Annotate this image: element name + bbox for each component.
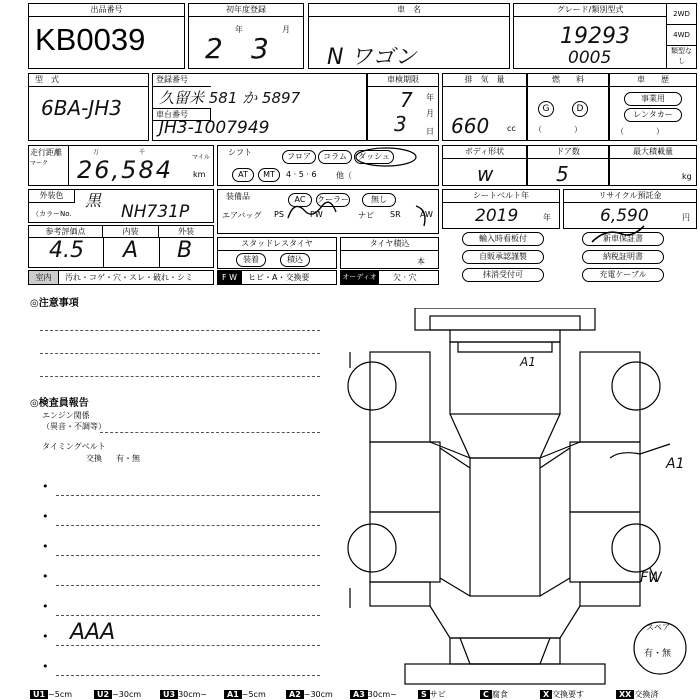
studless-loaded[interactable]: 積込: [280, 253, 310, 267]
inspection-day-unit: 日: [426, 127, 434, 136]
front-bumper: [415, 308, 595, 330]
door-label: ドア数: [528, 146, 608, 159]
equipment-label: 装備品: [226, 192, 250, 201]
drive-column: [666, 4, 696, 68]
hood-line: [458, 342, 552, 352]
note-line-8: [56, 585, 320, 586]
first-registration-label: 初年度登録: [189, 4, 303, 17]
spare-label: スペア: [646, 623, 670, 632]
windshield: [450, 414, 560, 458]
shift-other: 他（: [336, 171, 352, 180]
door-lines: [440, 448, 570, 596]
note-line-3: [40, 376, 320, 377]
color-label: 外装色: [29, 190, 75, 203]
fw-label: F W: [218, 271, 242, 284]
inspector-handwriting: AAA: [70, 620, 116, 645]
score-divider-2: [159, 238, 160, 267]
year-value: 2: [205, 32, 223, 65]
engine-label: エンジン関係: [42, 411, 90, 420]
chassis-label: 車台番号: [156, 110, 188, 119]
shift-cell: [217, 145, 439, 186]
chassis-value: JH3-1007949: [159, 118, 270, 138]
mileage-label: 走行距離: [30, 148, 62, 157]
studless-attached[interactable]: 装着: [236, 253, 266, 267]
legend-xx: XX 交換済: [616, 689, 658, 700]
tailgate-inner: [460, 638, 550, 664]
history-business[interactable]: 事業用: [624, 92, 682, 106]
bullet-7: •: [42, 660, 49, 673]
damage-legend: [0, 689, 700, 700]
rear-right-quarter: [580, 582, 640, 606]
displacement-cell: [442, 73, 527, 141]
seatbelt-label: シートベルト年: [443, 190, 559, 203]
legend-c: C 腐食: [480, 689, 508, 700]
front-right-wheel: [612, 362, 660, 410]
seatbelt-unit: 年: [543, 213, 551, 222]
rear-left-door: [370, 512, 440, 582]
note-line-6: [56, 525, 320, 526]
model-value: 6BA-JH3: [41, 96, 123, 120]
legend-u1: U1 ~5cm: [30, 689, 72, 700]
interior-condition-label: 室内: [29, 271, 59, 284]
history-cell: [609, 73, 697, 141]
timing-exchange: 交換: [86, 454, 102, 463]
capacity-unit: kg: [682, 172, 692, 181]
timing-options: 有・無: [116, 454, 140, 463]
registration-value: 久留米 581 か 5897: [159, 89, 301, 107]
rear-bumper: [405, 664, 605, 684]
mileage-label-box: [29, 146, 69, 185]
note-line-2: [40, 353, 320, 354]
interior-score-value: A: [123, 238, 139, 263]
equip-ps: PS: [274, 210, 284, 219]
color-value: 黒: [85, 191, 102, 210]
engine-sub: （異音・不調等）: [42, 422, 106, 431]
mileage-cell: [28, 145, 214, 186]
recycle-unit: 円: [682, 213, 690, 222]
inspection-month-unit: 月: [426, 109, 434, 118]
mileage-sub: マーク: [30, 160, 49, 167]
fuel-g-label: G: [542, 104, 550, 114]
notes-title: ◎注意事項: [30, 298, 79, 309]
car-name-label: 車 名: [309, 4, 509, 17]
grade-value-1: 19293: [560, 24, 630, 49]
note-line-5: [56, 495, 320, 496]
grade-label: グレード/類別型式: [514, 4, 666, 17]
shift-at[interactable]: AT: [232, 168, 254, 182]
mileage-value: 26,584: [77, 156, 173, 184]
capacity-cell: [609, 145, 697, 186]
audio-items: 欠 · 穴: [393, 273, 417, 282]
btn-new-warranty[interactable]: 新車保証書: [582, 232, 664, 246]
hood: [450, 342, 560, 414]
fuel-paren: （ ）: [534, 125, 582, 134]
mileage-unit-man: 万: [93, 149, 100, 156]
recycle-value: 6,590: [600, 206, 649, 226]
fuel-d-option[interactable]: [572, 101, 588, 117]
history-rental[interactable]: レンタカー: [624, 108, 682, 122]
equip-navi: ナビ: [358, 211, 374, 220]
interior-score-label: 内装: [103, 226, 159, 238]
tailgate: [450, 638, 560, 664]
btn-erased[interactable]: 抹消受付可: [462, 268, 544, 282]
spare-options: 有・無: [644, 649, 672, 659]
legend-u2: U2 ~30cm: [94, 689, 141, 700]
first-registration-cell: [188, 3, 304, 69]
rear-right-wheel: [612, 524, 660, 572]
equip-airbag: エアバッグ: [222, 211, 262, 220]
score-label: 参考評価点: [29, 226, 103, 238]
roof: [470, 458, 540, 596]
mileage-unit-sen: 千: [139, 149, 146, 156]
audio-label: オーディオ: [341, 271, 379, 284]
fuel-g-option[interactable]: [538, 101, 554, 117]
shift-column[interactable]: コラム: [318, 150, 352, 164]
diagram-mark-side: A1: [666, 456, 685, 472]
displacement-label: 排 気 量: [443, 74, 526, 87]
timing-label: タイミングベルト: [42, 442, 106, 451]
a-pillars: [430, 442, 580, 458]
equip-ac[interactable]: AC: [288, 193, 312, 207]
bullet-1: •: [42, 480, 49, 493]
model-label: 型 式: [29, 74, 148, 87]
rear-left-wheel: [348, 524, 396, 572]
equip-cooler[interactable]: クーラー: [316, 193, 350, 207]
note-line-11: [56, 675, 320, 676]
registration-cell: [152, 73, 367, 141]
equip-aw: AW: [420, 210, 433, 219]
studless-cell: [217, 237, 337, 269]
recycle-label: リサイクル預託金: [564, 190, 696, 203]
equip-none[interactable]: 無し: [362, 193, 396, 207]
note-line-4: [100, 432, 320, 433]
btn-tax[interactable]: 納税証明書: [582, 250, 664, 264]
month-value: 3: [251, 32, 269, 65]
capacity-label: 最大積載量: [610, 146, 696, 159]
model-cell: [28, 73, 149, 141]
shift-nums: 4 · 5 · 6: [286, 170, 317, 179]
interior-condition-cell: [28, 270, 214, 285]
note-line-1: [40, 330, 320, 331]
bullet-5: •: [42, 600, 49, 613]
fuel-label: 燃 料: [528, 74, 608, 87]
shift-circle-mark-icon: [348, 146, 418, 168]
tire-cell: [340, 237, 439, 269]
warranty-check-mark-icon: [588, 224, 648, 252]
shift-mt[interactable]: MT: [258, 168, 280, 182]
inspection-cell: [367, 73, 439, 141]
seatbelt-cell: [442, 189, 560, 229]
legend-a3: A3 30cm~: [350, 689, 397, 700]
grille: [450, 330, 560, 342]
equip-sr: SR: [390, 210, 401, 219]
note-line-7: [56, 555, 320, 556]
seatbelt-value: 2019: [475, 206, 519, 226]
door-value: 5: [556, 162, 569, 186]
equipment-scribble-icon: [268, 192, 438, 232]
shift-dash[interactable]: ダッシュ: [354, 150, 394, 164]
note-line-9: [56, 615, 320, 616]
fw-cell: [217, 270, 337, 285]
inspection-label: 車検期限: [368, 74, 438, 87]
bullet-6: •: [42, 630, 49, 643]
score-cell: [28, 225, 214, 268]
report-title: ◎検査員報告: [30, 398, 89, 409]
body-label: ボディ形状: [443, 146, 526, 159]
btn-import[interactable]: 輸入時看板付: [462, 232, 544, 246]
legend-a2: A2 ~30cm: [286, 689, 333, 700]
front-right-fender: [580, 352, 640, 442]
inspection-year: 7: [400, 88, 413, 112]
rear-left-quarter: [370, 582, 430, 606]
body-value: w: [477, 162, 494, 186]
car-name-cell: [308, 3, 510, 69]
drive-2wd: 2WD: [667, 4, 696, 25]
history-label: 車 歴: [610, 74, 696, 87]
front-bumper-inner: [430, 316, 580, 330]
exterior-score-value: B: [177, 238, 193, 263]
studless-label: スタッドレスタイヤ: [218, 238, 336, 251]
exterior-score-label: 外装: [159, 226, 213, 238]
legend-u3: U3 30cm~: [160, 689, 207, 700]
drive-4wd: 4WD: [667, 25, 696, 46]
rear-window: [430, 606, 580, 638]
lot-cell: [28, 3, 185, 69]
interior-condition-items: 汚れ・コゲ・穴・スレ・破れ・シミ: [65, 273, 193, 282]
btn-cable[interactable]: 充電ケーブル: [582, 268, 664, 282]
equip-pw: PW: [310, 210, 323, 219]
history-paren: （ ）: [616, 127, 664, 136]
shift-label: シフト: [228, 148, 252, 157]
score-value: 4.5: [49, 238, 84, 263]
year-unit: 年: [235, 25, 243, 34]
month-unit: 月: [282, 25, 290, 34]
fuel-d-label: D: [576, 104, 584, 114]
bullet-2: •: [42, 510, 49, 523]
front-left-fender: [370, 352, 430, 442]
note-line-10: [56, 645, 320, 646]
color-no: NH731P: [121, 202, 190, 222]
door-cell: [527, 145, 609, 186]
registration-label: 登録番号: [153, 74, 211, 87]
audio-cell: [340, 270, 439, 285]
fw-items: ヒビ・A・交換要: [248, 273, 310, 282]
color-cell: [28, 189, 214, 223]
body-cell: [442, 145, 527, 186]
grade-value-2: 0005: [568, 48, 612, 68]
inspection-year-unit: 年: [426, 93, 434, 102]
diagram-mark-rear: FW: [640, 570, 662, 586]
legend-s: S サビ: [418, 689, 446, 700]
drive-none: 類型なし: [671, 47, 692, 65]
score-divider-1: [103, 238, 104, 267]
displacement-value: 660: [451, 114, 490, 138]
bullet-3: •: [42, 540, 49, 553]
legend-x: X 交換要す: [540, 689, 584, 700]
btn-approved[interactable]: 自販承認謹製: [462, 250, 544, 264]
front-left-wheel: [348, 362, 396, 410]
tire-label: タイヤ積込: [341, 238, 438, 251]
legend-a1: A1 ~5cm: [224, 689, 266, 700]
fuel-cell: [527, 73, 609, 141]
equipment-cell: [217, 189, 439, 234]
color-sub: （カラーNo.: [32, 210, 72, 218]
grade-cell: [513, 3, 697, 69]
mileage-unit-mile: マイル: [192, 154, 210, 161]
car-name-value: N ワゴン: [327, 45, 417, 70]
displacement-unit: cc: [507, 124, 516, 133]
bullet-4: •: [42, 570, 49, 583]
mileage-unit-km: km: [193, 170, 206, 179]
lot-number: KB0039: [35, 22, 146, 57]
recycle-cell: [563, 189, 697, 229]
tire-unit: 本: [417, 257, 425, 266]
shift-floor[interactable]: フロア: [282, 150, 316, 164]
diagram-mark-front: A1: [520, 355, 536, 369]
front-left-door: [370, 442, 440, 512]
inspection-month: 3: [394, 112, 407, 136]
lot-label: 出品番号: [29, 4, 184, 17]
